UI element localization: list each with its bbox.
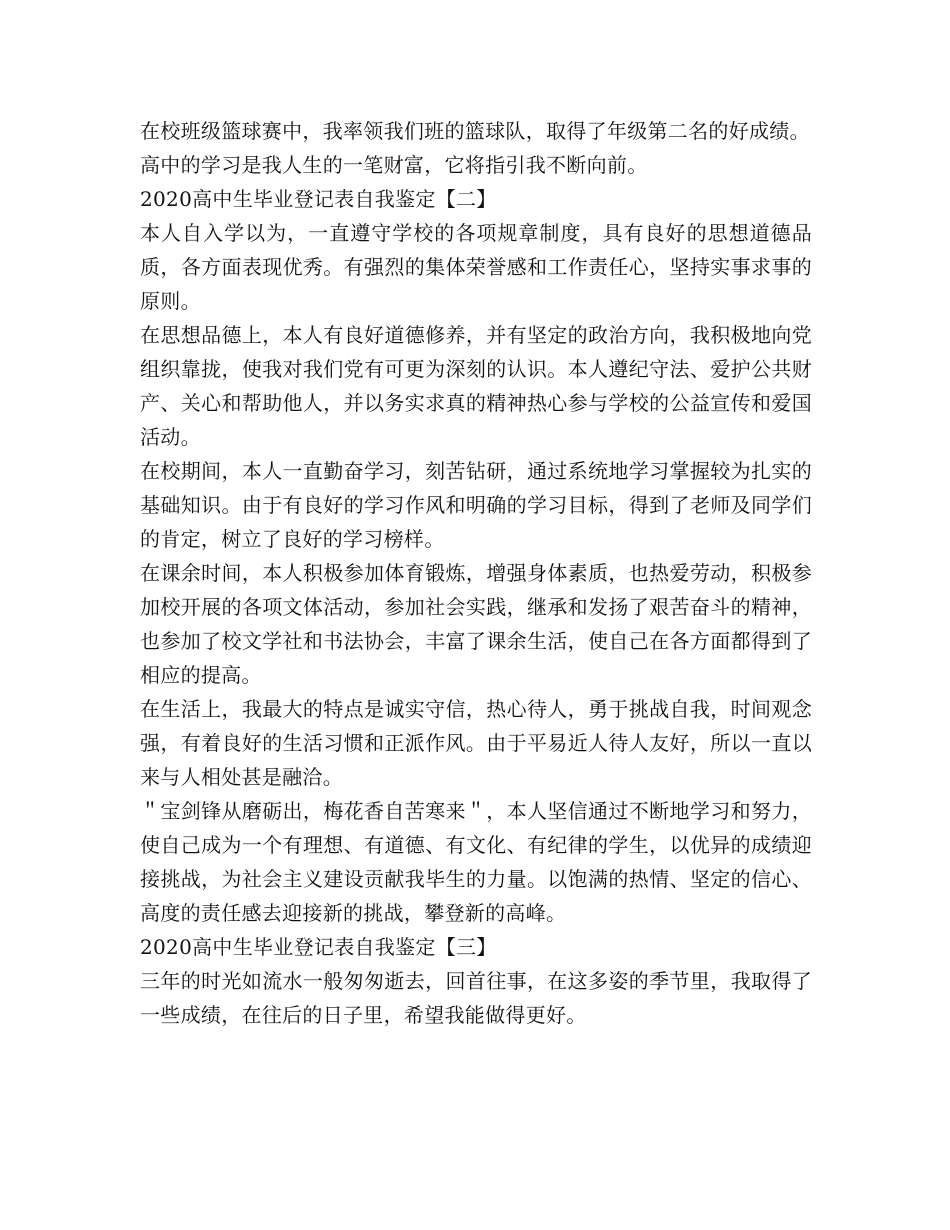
paragraph-three-years: 三年的时光如流水一般匆匆逝去，回首往事，在这多姿的季节里，我取得了一些成绩，在往后的日子里，希望我能做得更好。 — [140, 969, 812, 1027]
paragraph-basketball: 在校班级篮球赛中，我率领我们班的篮球队，取得了年级第二名的好成绩。 — [140, 119, 810, 143]
document-body — [140, 114, 812, 1032]
paragraph-morality: 在思想品德上，本人有良好道德修养，并有坚定的政治方向，我积极地向党组织靠拢，使我对我们党有可更为深刻的认识。本人遵纪守法、爱护公共财产、关心和帮助他人，并以务实求真的精神热心参与学校的公益宣传和爱国活动。 — [140, 323, 812, 449]
paragraph-quote: ＂宝剑锋从磨砺出，梅花香自苦寒来＂，本人坚信通过不断地学习和努力，使自己成为一个有理想、有道德、有文化、有纪律的学生，以优异的成绩迎接挑战，为社会主义建设贡献我毕生的力量。以饱满的热情、坚定的信心、高度的责任感去迎接新的挑战，攀登新的高峰。 — [140, 799, 812, 925]
paragraph-spare-time: 在课余时间，本人积极参加体育锻炼，增强身体素质，也热爱劳动，积极参加校开展的各项文体活动，参加社会实践，继承和发扬了艰苦奋斗的精神，也参加了校文学社和书法协会，丰富了课余生活，使自己在各方面都得到了相应的提高。 — [140, 561, 812, 687]
paragraph-school-study: 在校期间，本人一直勤奋学习，刻苦钻研，通过系统地学习掌握较为扎实的基础知识。由于有良好的学习作风和明确的学习目标，得到了老师及同学们的肯定，树立了良好的学习榜样。 — [140, 459, 812, 551]
section-heading-three: 2020高中生毕业登记表自我鉴定【三】 — [140, 935, 497, 959]
paragraph-study-wealth: 高中的学习是我人生的一笔财富，它将指引我不断向前。 — [140, 153, 648, 177]
paragraph-life: 在生活上，我最大的特点是诚实守信，热心待人，勇于挑战自我，时间观念强，有着良好的生活习惯和正派作风。由于平易近人待人友好，所以一直以来与人相处甚是融洽。 — [140, 697, 812, 789]
paragraph-rules: 本人自入学以为，一直遵守学校的各项规章制度，具有良好的思想道德品质，各方面表现优秀。有强烈的集体荣誉感和工作责任心，坚持实事求事的原则。 — [140, 221, 812, 313]
section-heading-two: 2020高中生毕业登记表自我鉴定【二】 — [140, 187, 497, 211]
